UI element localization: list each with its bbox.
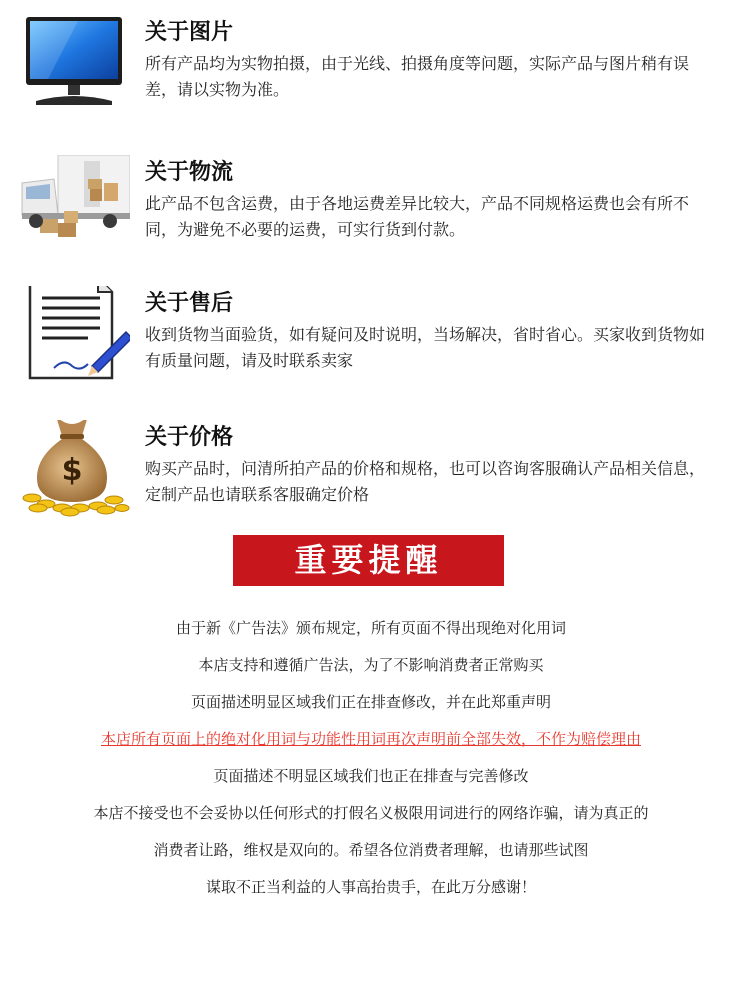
section-title: 关于售后 xyxy=(145,291,234,316)
notice-line-highlight: 本店所有页面上的绝对化用词与功能性用词再次声明前全部失效，不作为赔偿理由 xyxy=(100,730,641,748)
svg-text:$: $ xyxy=(61,453,83,488)
section-body: 所有产品均为实物拍摄，由于光线、拍摄角度等问题，实际产品与图片稍有误差，请以实物为准。 xyxy=(145,54,690,99)
notice-line: 页面描述明显区域我们正在排查修改，并在此郑重声明 xyxy=(190,693,551,711)
section-after-sales xyxy=(0,286,742,406)
section-title: 关于物流 xyxy=(145,160,234,185)
section-pictures xyxy=(0,15,742,135)
notice-lines xyxy=(0,610,742,906)
document-pen-icon xyxy=(18,286,130,386)
delivery-truck-icon xyxy=(18,155,130,255)
notice-banner xyxy=(233,535,504,586)
notice-title: 重要提醒 xyxy=(294,541,443,579)
section-title: 关于价格 xyxy=(145,425,234,450)
notice-line: 本店不接受也不会妥协以任何形式的打假名义极限用词进行的网络诈骗，请为真正的 xyxy=(93,804,649,822)
section-title: 关于图片 xyxy=(145,20,234,45)
section-body: 收到货物当面验货，如有疑问及时说明，当场解决，省时省心。买家收到货物如有质量问题，请及时联系卖家 xyxy=(145,325,706,370)
section-price xyxy=(0,420,742,540)
section-logistics xyxy=(0,155,742,275)
money-bag-icon xyxy=(18,420,130,520)
notice-line: 消费者让路，维权是双向的。希望各位消费者理解，也请那些试图 xyxy=(153,841,589,859)
notice-line: 谋取不正当利益的人事高抬贵手，在此万分感谢！ xyxy=(205,878,536,896)
notice-line: 本店支持和遵循广告法，为了不影响消费者正常购买 xyxy=(198,656,544,674)
section-body: 此产品不包含运费，由于各地运费差异比较大，产品不同规格运费也会有所不同，为避免不必要的运费，可实行货到付款。 xyxy=(145,194,690,239)
notice-line: 页面描述不明显区域我们也正在排查与完善修改 xyxy=(213,767,529,785)
notice-line: 由于新《广告法》颁布规定，所有页面不得出现绝对化用词 xyxy=(175,619,566,637)
section-body: 购买产品时，问清所拍产品的价格和规格，也可以咨询客服确认产品相关信息，定制产品也请联系客服确定价格 xyxy=(145,459,706,504)
monitor-icon xyxy=(18,15,130,115)
